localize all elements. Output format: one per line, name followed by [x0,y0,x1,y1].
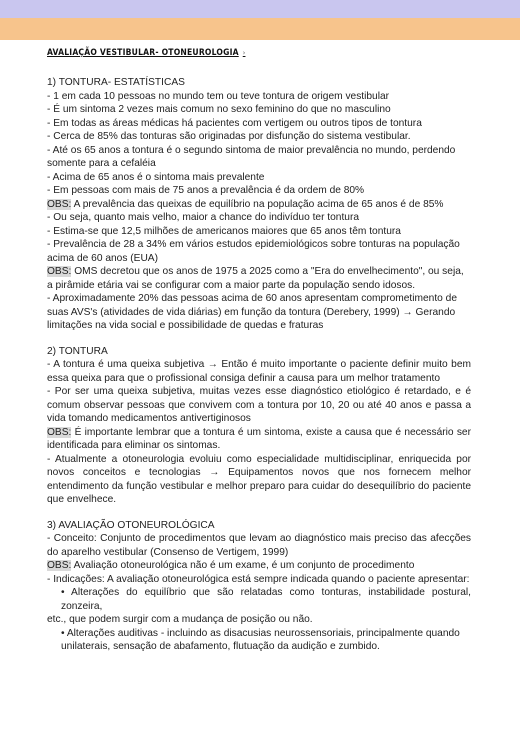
title-mark: › [242,49,246,57]
obs-label: OBS: [47,560,72,571]
list-item: - Acima de 65 anos é o sintoma mais prevalente [47,171,265,183]
obs-note [47,198,471,212]
bullet-continuation: etc., que podem surgir com a mudança de posição ou não. [47,614,313,625]
section-heading: 3) AVALIAÇÃO OTONEUROLÓGICA [47,519,215,531]
list-item: - Até os 65 anos a tontura é o segundo sintoma de maior prevalência no mundo, perdendo somente para a cefaléia [47,144,459,169]
document-title-text: AVALIAÇÃO VESTIBULAR- OTONEUROLOGIA [47,48,239,58]
section-1 [47,76,471,333]
obs-note [47,426,474,453]
list-item: - Prevalência de 28 a 34% em vários estudos epidemiológicos sobre tonturas na população acima de 60 anos (EUA) [47,239,463,264]
section-heading: 2) TONTURA [47,345,108,357]
header-band-purple [0,0,520,18]
section-2 [47,345,474,507]
list-item: - Estima-se que 12,5 milhões de americanos maiores que 65 anos têm tontura [47,225,401,237]
list-item: - Em pessoas com mais de 75 anos a prevalência é da ordem de 80% [47,185,365,196]
list-item: - 1 em cada 10 pessoas no mundo tem ou teve tontura de origem vestibular [47,90,390,102]
obs-label: OBS: [47,426,72,438]
obs-text: Avaliação otoneurológica não é um exame, é um conjunto de procedimento [71,560,415,571]
list-item: - Cerca de 85% das tonturas são originadas por disfunção do sistema vestibular. [47,131,411,142]
obs-label: OBS: [47,266,72,277]
list-item: - Ou seja, quanto mais velho, maior a chance do indivíduo ter tontura [47,212,360,223]
list-item: - Aproximadamente 20% das pessoas acima de 60 anos apresentam comprometimento de suas AVS's (atividades de vida diárias) em função da tontura (Derebery, 1999) → Gerando limitações na vida social e possibilidade de quedas e fraturas [47,293,460,331]
document-page [47,48,474,654]
header-band-orange [0,18,520,40]
bullet-item: • Alterações auditivas - incluindo as disacusias neurossensoriais, principalmente quando unilaterais, sensação de abafamento, flutuação da audição e zumbido. [61,627,463,652]
list-item: - Atualmente a otoneurologia evoluiu como especialidade multidisciplinar, enriquecida por novos conceitos e tecnologias → Equipamentos novos que nos fornecem melhor entendimento da função vestibular e melhor preparo para cuidar do desequilíbrio do paciente que envelhece. [47,453,474,505]
list-item: - Por ser uma queixa subjetiva, muitas vezes esse diagnóstico etiológico é retardado, e é comum observar pessoas que convivem com a tontura por 10, 20 ou até 40 anos e passa a vida tomando medicamentos antivertiginosos [47,386,474,424]
document-title [47,48,471,62]
list-item: - A tontura é uma queixa subjetiva → Então é muito importante o paciente definir muito bem essa queixa para que o profissional consiga definir a causa para um melhor tratamento [47,359,474,384]
list-item: - É um sintoma 2 vezes mais comum no sexo feminino do que no masculino [47,104,391,115]
obs-note [47,559,471,573]
bullet-item: • Alterações do equilíbrio que são relatadas como tonturas, instabilidade postural, zonzeira, [61,587,474,612]
list-item: - Conceito: Conjunto de procedimentos que levam ao diagnóstico mais preciso das afecções do aparelho vestibular (Consenso de Vertigem, 1999) [47,533,474,558]
section-heading: 1) TONTURA- ESTATÍSTICAS [47,77,185,88]
section-3 [47,519,474,654]
obs-text: A prevalência das queixas de equilíbrio na população acima de 65 anos é de 85% [71,198,444,210]
obs-text: É importante lembrar que a tontura é um sintoma, existe a causa que é necessário ser identificada para eliminar os sintomas. [47,426,474,451]
list-item: - Indicações: A avaliação otoneurológica está sempre indicada quando o paciente apresentar: [47,573,470,585]
obs-label: OBS: [47,198,72,210]
obs-note [47,265,471,292]
list-item: - Em todas as áreas médicas há pacientes com vertigem ou outros tipos de tontura [47,117,422,129]
obs-text: OMS decretou que os anos de 1975 a 2025 como a "Era do envelhecimento", ou seja, a pirâmide etária vai se configurar com a maior parte da população sendo idosos. [47,266,467,291]
